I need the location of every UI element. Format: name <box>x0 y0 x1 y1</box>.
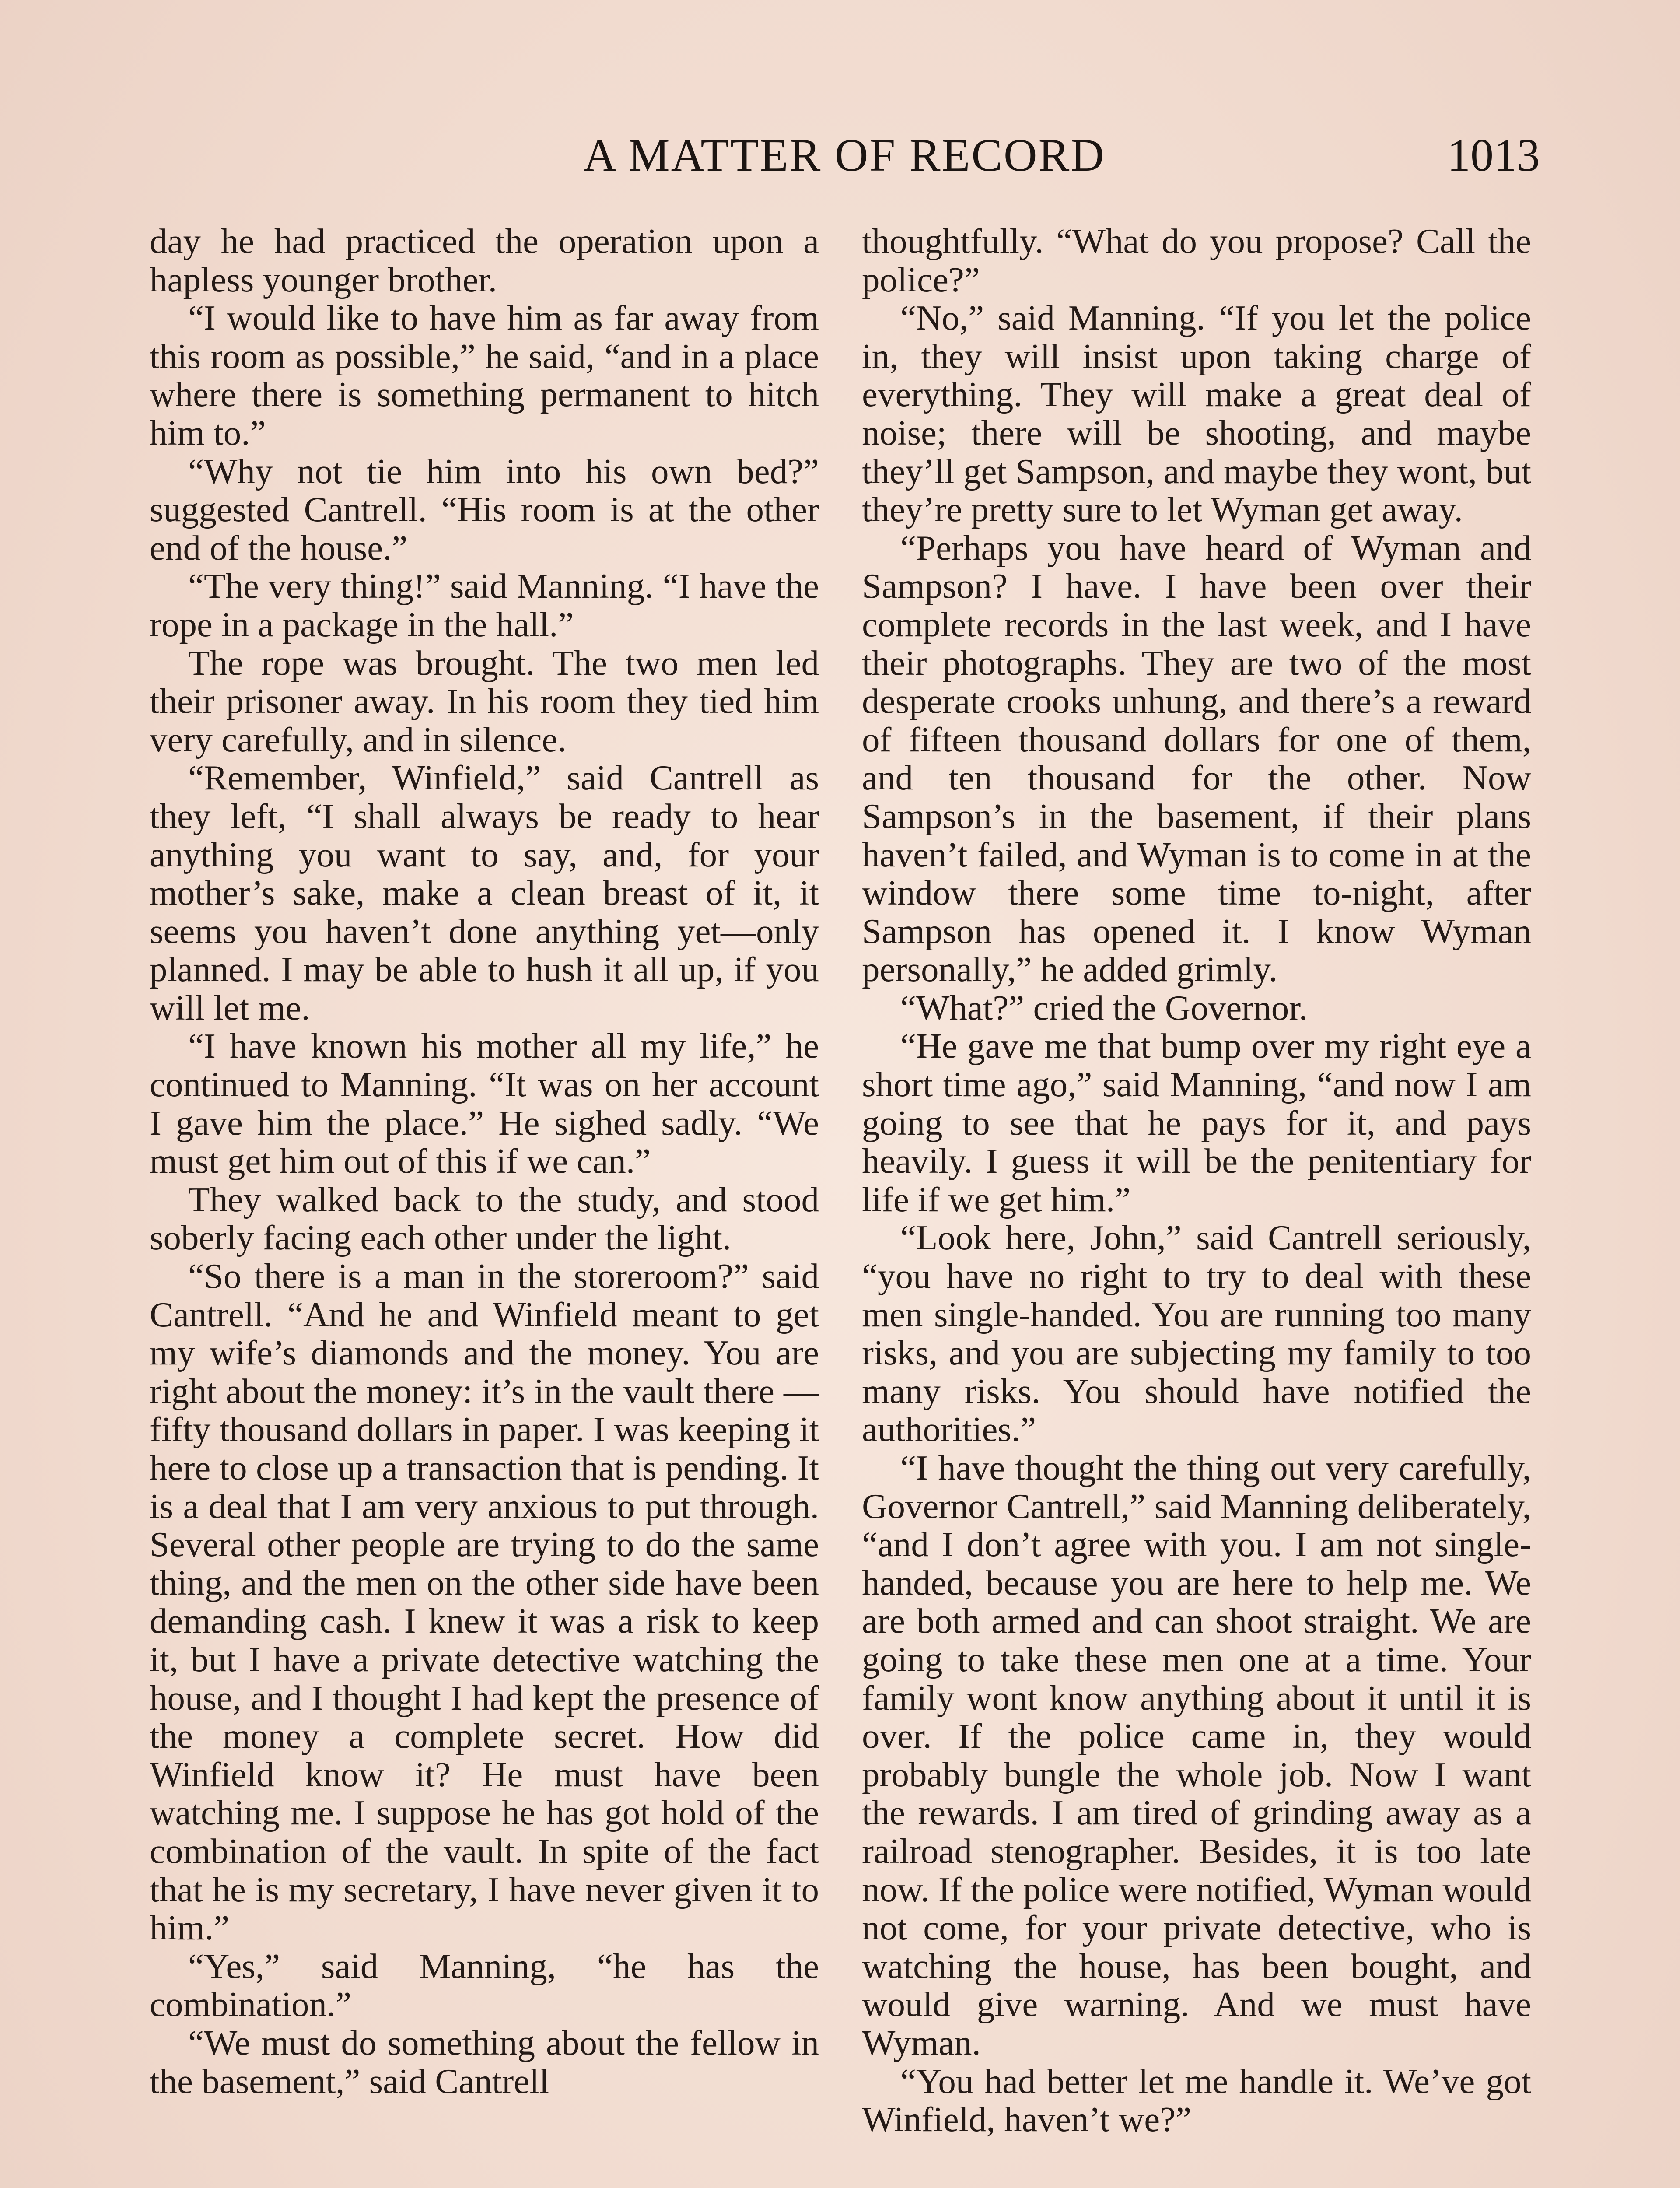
paragraph: “I have known his mother all my life,” he continued to Manning. “It was on her account I gave him the place.” He sighed sadly. “We must get him out of this if we can.” <box>150 1026 819 1181</box>
paragraph: “Look here, John,” said Cantrell seriously, “you have no right to try to deal with these men single-handed. You are running too many risks, and you are subjecting my family to too many risks. You should have notified the authorities.” <box>862 1218 1531 1449</box>
paragraph: “Why not tie him into his own bed?” suggested Cantrell. “His room is at the other end of the house.” <box>150 451 819 568</box>
paragraph: “What?” cried the Governor. <box>900 988 1308 1027</box>
paragraph: “You had better let me handle it. We’ve got Winfield, haven’t we?” <box>862 2061 1531 2139</box>
paragraph: thoughtfully. “What do you propose? Call the police?” <box>862 221 1531 299</box>
paragraph: day he had practiced the operation upon a hapless younger brother. <box>150 221 819 299</box>
paragraph: “So there is a man in the storeroom?” said Cantrell. “And he and Winfield meant to get my wife’s diamonds and the money. You are right about the money: it’s in the vault there —fifty thousand dollars in paper. I was keeping it here to close up a transaction that is pending. It is a deal that I am very anxious to put through. Several other people are trying to do the same thing, and the men on the other side have been demanding cash. I knew it was a risk to keep it, but I have a private detective watching the house, and I thought I had kept the presence of the money a complete secret. How did Winfield know it? He must have been watching me. I suppose he has got hold of the combination of the vault. In spite of the fact that he is my secretary, I have never given it to him.” <box>150 1256 819 1948</box>
paragraph: They walked back to the study, and stood soberly facing each other under the light. <box>150 1179 819 1258</box>
paragraph: The rope was brought. The two men led their prisoner away. In his room they tied him very carefully, and in silence. <box>150 643 819 759</box>
paragraph: “Yes,” said Manning, “he has the combination.” <box>150 1946 819 2024</box>
paragraph: “No,” said Manning. “If you let the police in, they will insist upon taking charge of everything. They will make a great deal of noise; there will be shooting, and maybe they’ll get Sampson, and maybe they wont, but they’re pretty sure to let Wyman get away. <box>862 298 1531 529</box>
paragraph: “I have thought the thing out very carefully, Governor Cantrell,” said Manning deliberately, “and I don’t agree with you. I am not single-handed, because you are here to help me. We are both armed and can shoot straight. We are going to take these men one at a time. Your family wont know anything about it until it is over. If the police came in, they would probably bungle the whole job. Now I want the rewards. I am tired of grinding away as a railroad stenographer. Besides, it is too late now. If the police were notified, Wyman would not come, for your private detective, who is watching the house, has been bought, and would give warning. And we must have Wyman. <box>862 1448 1531 2062</box>
paragraph: “The very thing!” said Manning. “I have the rope in a package in the hall.” <box>150 566 819 644</box>
paragraph: “I would like to have him as far away from this room as possible,” he said, “and in a place where there is something permanent to hitch him to.” <box>150 298 819 452</box>
paragraph: “We must do something about the fellow in the basement,” said Cantrell <box>150 2023 819 2101</box>
page-number: 1013 <box>1447 130 1540 181</box>
paragraph: “He gave me that bump over my right eye a short time ago,” said Manning, “and now I am going to see that he pays for it, and pays heavily. I guess it will be the penitentiary for life if we get him.” <box>862 1026 1531 1219</box>
left-column <box>150 222 819 2100</box>
page-header <box>149 127 1540 193</box>
paragraph: “Perhaps you have heard of Wyman and Sampson? I have. I have been over their complete records in the last week, and I have their photographs. They are two of the most desperate crooks unhung, and there’s a reward of fifteen thousand dollars for one of them, and ten thousand for the other. Now Sampson’s in the basement, if their plans haven’t failed, and Wyman is to come in at the window there some time to-night, after Sampson has opened it. I know Wyman personally,” he added grimly. <box>862 528 1531 989</box>
running-title: A MATTER OF RECORD <box>583 130 1106 181</box>
paragraph: “Remember, Winfield,” said Cantrell as they left, “I shall always be ready to hear anything you want to say, and, for your mother’s sake, make a clean breast of it, it seems you haven’t done anything yet—only planned. I may be able to hush it all up, if you will let me. <box>150 758 819 1027</box>
right-column <box>862 222 1531 2139</box>
